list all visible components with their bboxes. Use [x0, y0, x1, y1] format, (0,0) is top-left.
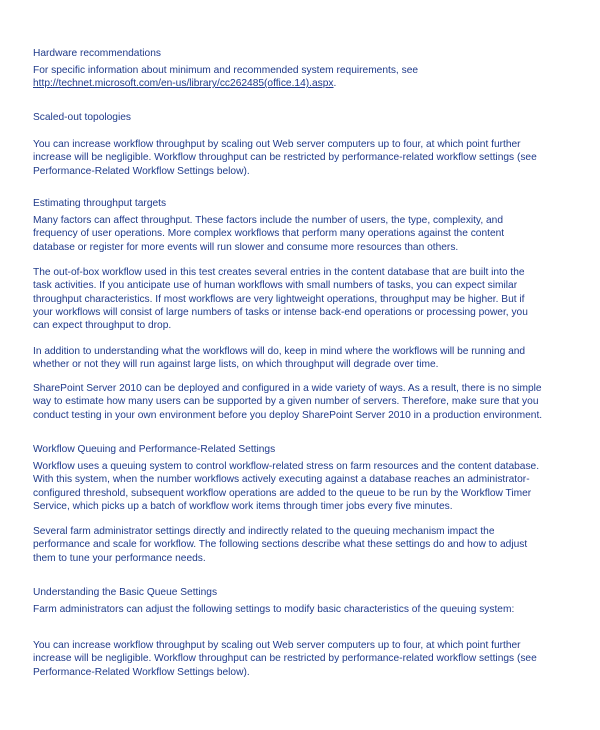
paragraph-line: SharePoint Server 2010 can be deployed and configured in a wide variety of ways. As a result, there is no simple	[33, 383, 542, 394]
scaled-paragraph	[33, 138, 578, 178]
hardware-link-line	[33, 77, 578, 90]
paragraph-line: Several farm administrator settings directly and indirectly related to the queuing mechanism impact the	[33, 526, 495, 537]
paragraph-line: them to tune your performance needs.	[33, 552, 206, 564]
workflow-queuing-paragraph-1	[33, 460, 578, 513]
paragraph-line: You can increase workflow throughput by scaling out Web server computers up to four, at which point further	[33, 139, 521, 150]
final-paragraph	[33, 639, 578, 679]
paragraph-line: You can increase workflow throughput by scaling out Web server computers up to four, at which point further	[33, 640, 521, 651]
paragraph-line: Many factors can affect throughput. These factors include the number of users, the type, complexity, and	[33, 215, 504, 226]
hardware-paragraph	[33, 64, 578, 91]
heading-estimating-throughput: Estimating throughput targets	[33, 198, 167, 209]
paragraph-line: way to estimate how many users can be supported by a given number of servers. Therefore, make sure that you	[33, 396, 539, 408]
paragraph-line: Performance-Related Workflow Settings below).	[33, 666, 250, 678]
paragraph-line: In addition to understanding what the workflows will do, keep in mind where the workflows will be running and	[33, 346, 526, 357]
paragraph-line: frequency of user operations. More complex workflows that perform many operations against the content	[33, 228, 505, 240]
paragraph-line: Performance-Related Workflow Settings below).	[33, 165, 250, 177]
paragraph-line: With this system, when the number workflows actively executing against a database reaches an administrator-	[33, 474, 530, 486]
paragraph-line: throughput characteristics. If most workflows are very lightweight operations, throughput may be higher. But if	[33, 293, 525, 305]
estimating-paragraph-4	[33, 382, 578, 422]
estimating-paragraph-3	[33, 345, 578, 372]
paragraph-line: can expect throughput to drop.	[33, 320, 172, 332]
paragraph-line: Service, which picks up a batch of workflow work items through timer jobs every five minutes.	[33, 500, 453, 512]
estimating-paragraph-2	[33, 266, 578, 332]
paragraph-line: task activities. If you anticipate use of human workflows with small numbers of tasks, you can expect similar	[33, 280, 518, 292]
paragraph-line: conduct testing in your own environment before you deploy SharePoint Server 2010 in a production environment.	[33, 409, 543, 421]
paragraph-line: performance and scale for workflow. The following sections describe what these settings do and how to adjust	[33, 539, 528, 551]
heading-scaled-out-topologies: Scaled-out topologies	[33, 112, 131, 123]
hardware-line: For specific information about minimum and recommended system requirements, see	[33, 65, 419, 76]
paragraph-line: The out-of-box workflow used in this test creates several entries in the content database that are built into the	[33, 267, 525, 278]
paragraph-line: your workflows will consist of large numbers of tasks or intense back-end operations or processing power, you	[33, 306, 528, 318]
estimating-paragraph-1	[33, 214, 578, 254]
technet-link[interactable]: http://technet.microsoft.com/en-us/library/cc262485(office.14).aspx	[33, 78, 334, 90]
heading-basic-queue-settings: Understanding the Basic Queue Settings	[33, 587, 218, 598]
workflow-queuing-paragraph-2	[33, 525, 578, 565]
heading-hardware-recommendations: Hardware recommendations	[33, 48, 161, 59]
basic-queue-paragraph: Farm administrators can adjust the following settings to modify basic characteristics of the queuing system:	[33, 604, 515, 615]
paragraph-line: configured threshold, subsequent workflow operations are added to the queue to be run by the Workflow Timer	[33, 487, 532, 499]
paragraph-line: increase will be negligible. Workflow throughput can be restricted by performance-related workflow settings (see	[33, 152, 537, 164]
paragraph-line: whether or not they will run against large lists, on which throughput will degrade over time.	[33, 359, 439, 371]
link-suffix: .	[333, 78, 337, 90]
heading-workflow-queuing: Workflow Queuing and Performance-Related Settings	[33, 444, 276, 455]
paragraph-line: Workflow uses a queuing system to control workflow-related stress on farm resources and the content database.	[33, 461, 540, 472]
paragraph-line: database or register for more events will run slower and consume more resources than others.	[33, 241, 459, 253]
paragraph-line: increase will be negligible. Workflow throughput can be restricted by performance-related workflow settings (see	[33, 653, 537, 665]
